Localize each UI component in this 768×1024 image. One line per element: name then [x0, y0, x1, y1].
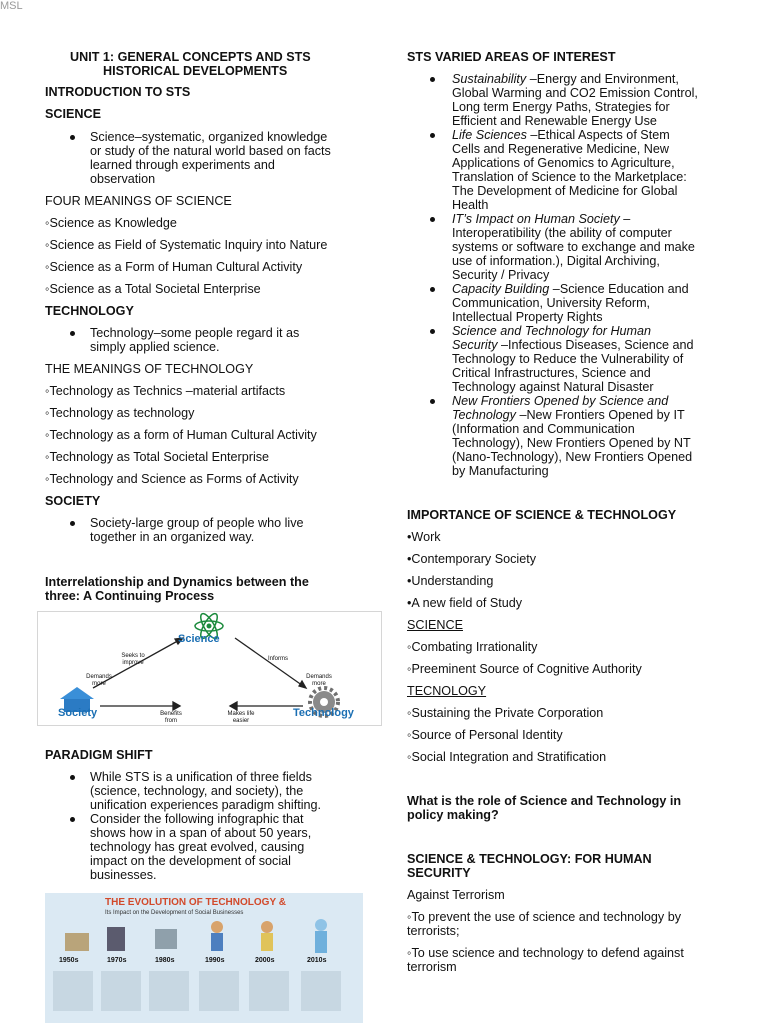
policy-question: policy making? [407, 808, 499, 822]
radio-icon [65, 933, 89, 951]
bullet [70, 775, 75, 780]
bullet [70, 817, 75, 822]
area-item: Capacity Building –Science Education and [452, 282, 689, 296]
society-definition: Society-large group of people who live [90, 516, 304, 530]
area-item: IT’s Impact on Human Society – [452, 212, 631, 226]
unit-title-line2: HISTORICAL DEVELOPMENTS [103, 64, 288, 78]
terrorism-item: ◦To prevent the use of science and technology by [407, 910, 682, 924]
technology-heading: TECHNOLOGY [45, 304, 134, 318]
page-header: MSL [0, 0, 23, 12]
bullet [430, 217, 435, 222]
policy-question: What is the role of Science and Technology in [407, 794, 682, 808]
human-security-heading: SECURITY [407, 866, 471, 880]
unit-title-line1: UNIT 1: GENERAL CONCEPTS AND STS [70, 50, 311, 64]
importance-item: •Work [407, 530, 441, 544]
area-item: The Development of Medicine for Global [452, 184, 678, 198]
bullet [430, 77, 435, 82]
terrorism-item: ◦To use science and technology to defend against [407, 946, 684, 960]
technology-subheading: TECNOLOGY [407, 684, 487, 698]
diagram-label-society: Society [58, 707, 98, 719]
person-icon [261, 921, 273, 933]
science-importance-item: ◦Preeminent Source of Cognitive Authority [407, 662, 642, 676]
science-meaning-item: ◦Science as Knowledge [45, 216, 177, 230]
bullet [430, 399, 435, 404]
diagram-label-science: Science [178, 633, 220, 645]
decade-label: 2010s [307, 957, 327, 964]
area-item: Global Warming and CO2 Emission Control, [452, 86, 698, 100]
four-meanings-heading: FOUR MEANINGS OF SCIENCE [45, 194, 232, 208]
tech-meaning-item: ◦Technology and Science as Forms of Activity [45, 472, 299, 486]
paradigm-text: Consider the following infographic that [90, 812, 304, 826]
evolution-infographic [45, 893, 363, 1023]
area-item: Life Sciences –Ethical Aspects of Stem [452, 128, 670, 142]
bullet [70, 331, 75, 336]
area-item: by Manufacturing [452, 464, 549, 478]
infographic-title: THE EVOLUTION OF TECHNOLOGY & [105, 897, 286, 908]
importance-item: •Contemporary Society [407, 552, 536, 566]
decade-label: 2000s [255, 957, 275, 964]
area-item: Technology), New Frontiers Opened by NT [452, 436, 691, 450]
area-item: systems or software to exchange and make [452, 240, 695, 254]
area-item: Technology –New Frontiers Opened by IT [452, 408, 685, 422]
tech-meaning-item: ◦Technology as Total Societal Enterprise [45, 450, 270, 464]
tech-meaning-item: ◦Technology as technology [45, 406, 195, 420]
area-item: Long term Energy Paths, Strategies for [452, 100, 670, 114]
area-item: Technology to Reduce the Vulnerability of [452, 352, 684, 366]
decade-label: 1970s [107, 957, 127, 964]
tech-meanings-heading: THE MEANINGS OF TECHNOLOGY [45, 362, 254, 376]
science-definition: learned through experiments and [90, 158, 275, 172]
technology-importance-item: ◦Sustaining the Private Corporation [407, 706, 604, 720]
science-definition: observation [90, 172, 156, 186]
pc-icon [155, 929, 177, 949]
science-importance-item: ◦Combating Irrationality [407, 640, 538, 654]
technology-importance-item: ◦Social Integration and Stratification [407, 750, 607, 764]
area-item: Efficient and Renewable Energy Use [452, 114, 657, 128]
bullet [430, 287, 435, 292]
human-security-heading: SCIENCE & TECHNOLOGY: FOR HUMAN [407, 852, 652, 866]
bullet [70, 521, 75, 526]
decade-label: 1980s [155, 957, 175, 964]
terrorism-subheading: Against Terrorism [407, 888, 505, 902]
intro-heading: INTRODUCTION TO STS [45, 85, 191, 99]
area-item: Security / Privacy [452, 268, 550, 282]
diagram-label-benefits: Benefits from [160, 711, 182, 724]
science-definition: Science–systematic, organized knowledge [90, 130, 328, 144]
paradigm-text: While STS is a unification of three fields [90, 770, 312, 784]
technology-definition: Technology–some people regard it as [90, 326, 300, 340]
society-heading: SOCIETY [45, 494, 101, 508]
bullet [70, 135, 75, 140]
area-item: (Information and Communication [452, 422, 635, 436]
paradigm-text: impact on the development of social [90, 854, 291, 868]
diagram-label-demands-left: Demands more [86, 674, 112, 687]
area-item: (Nano-Technology), New Frontiers Opened [452, 450, 693, 464]
tech-meaning-item: ◦Technology as Technics –material artifacts [45, 384, 286, 398]
diagram-arrows [93, 638, 306, 710]
science-meaning-item: ◦Science as a Form of Human Cultural Activity [45, 260, 303, 274]
tech-meaning-item: ◦Technology as a form of Human Cultural Activity [45, 428, 317, 442]
interrelationship-heading: three: A Continuing Process [45, 589, 215, 603]
terrorism-item: terrorism [407, 960, 457, 974]
paradigm-text: shows how in a span of about 50 years, [90, 826, 312, 840]
area-item: Applications of Genomics to Agriculture, [452, 156, 675, 170]
area-item: New Frontiers Opened by Science and [452, 394, 669, 408]
importance-item: •Understanding [407, 574, 494, 588]
diagram-label-makes: Makes life easier [227, 711, 255, 724]
bullet [430, 133, 435, 138]
paradigm-text: technology has great evolved, causing [90, 840, 305, 854]
paradigm-text: unification experiences paradigm shifting. [90, 798, 322, 812]
paradigm-text: businesses. [90, 868, 157, 882]
diagram-label-demands-right: Demands more [306, 674, 332, 687]
area-item: use of information.), Digital Archiving, [452, 254, 660, 268]
diagram-label-seeks: Seeks to improve [121, 653, 145, 666]
area-item: Security –Infectious Diseases, Science and [452, 338, 694, 352]
sts-cycle-diagram [37, 611, 382, 726]
decade-label: 1990s [205, 957, 225, 964]
importance-heading: IMPORTANCE OF SCIENCE & TECHNOLOGY [407, 508, 677, 522]
area-item: Science and Technology for Human [452, 324, 652, 338]
science-meaning-item: ◦Science as a Total Societal Enterprise [45, 282, 261, 296]
bullet [430, 329, 435, 334]
science-subheading: SCIENCE [407, 618, 463, 632]
area-item: Critical Infrastructures, Science and [452, 366, 651, 380]
computer-icon [107, 927, 125, 951]
area-item: Technology against Natural Disaster [452, 380, 654, 394]
technology-importance-item: ◦Source of Personal Identity [407, 728, 563, 742]
infographic-subtitle: Its Impact on the Development of Social Businesses [105, 910, 244, 916]
diagram-label-technology: Technology [293, 707, 354, 719]
science-definition: or study of the natural world based on facts [90, 144, 331, 158]
paradigm-text: (science, technology, and society), the [90, 784, 304, 798]
science-heading: SCIENCE [45, 107, 101, 121]
areas-heading: STS VARIED AREAS OF INTEREST [407, 50, 616, 64]
area-item: Health [452, 198, 489, 212]
area-item: Sustainability –Energy and Environment, [452, 72, 679, 86]
area-item: Interoperatibility (the ability of computer [452, 226, 672, 240]
science-meaning-item: ◦Science as Field of Systematic Inquiry into Nature [45, 238, 328, 252]
robot-icon [315, 919, 327, 931]
interrelationship-heading: Interrelationship and Dynamics between the [45, 575, 309, 589]
decade-label: 1950s [59, 957, 79, 964]
area-item: Intellectual Property Rights [452, 310, 603, 324]
area-item: Translation of Science to the Marketplace: [452, 170, 687, 184]
area-item: Cells and Regenerative Medicine, New [452, 142, 670, 156]
diagram-label-informs: Informs [268, 656, 289, 662]
society-definition: together in an organized way. [90, 530, 255, 544]
person-icon [211, 921, 223, 933]
area-item: Communication, University Reform, [452, 296, 651, 310]
technology-definition: simply applied science. [90, 340, 220, 354]
paradigm-shift-heading: PARADIGM SHIFT [45, 748, 153, 762]
importance-item: •A new field of Study [407, 596, 523, 610]
terrorism-item: terrorists; [407, 924, 460, 938]
